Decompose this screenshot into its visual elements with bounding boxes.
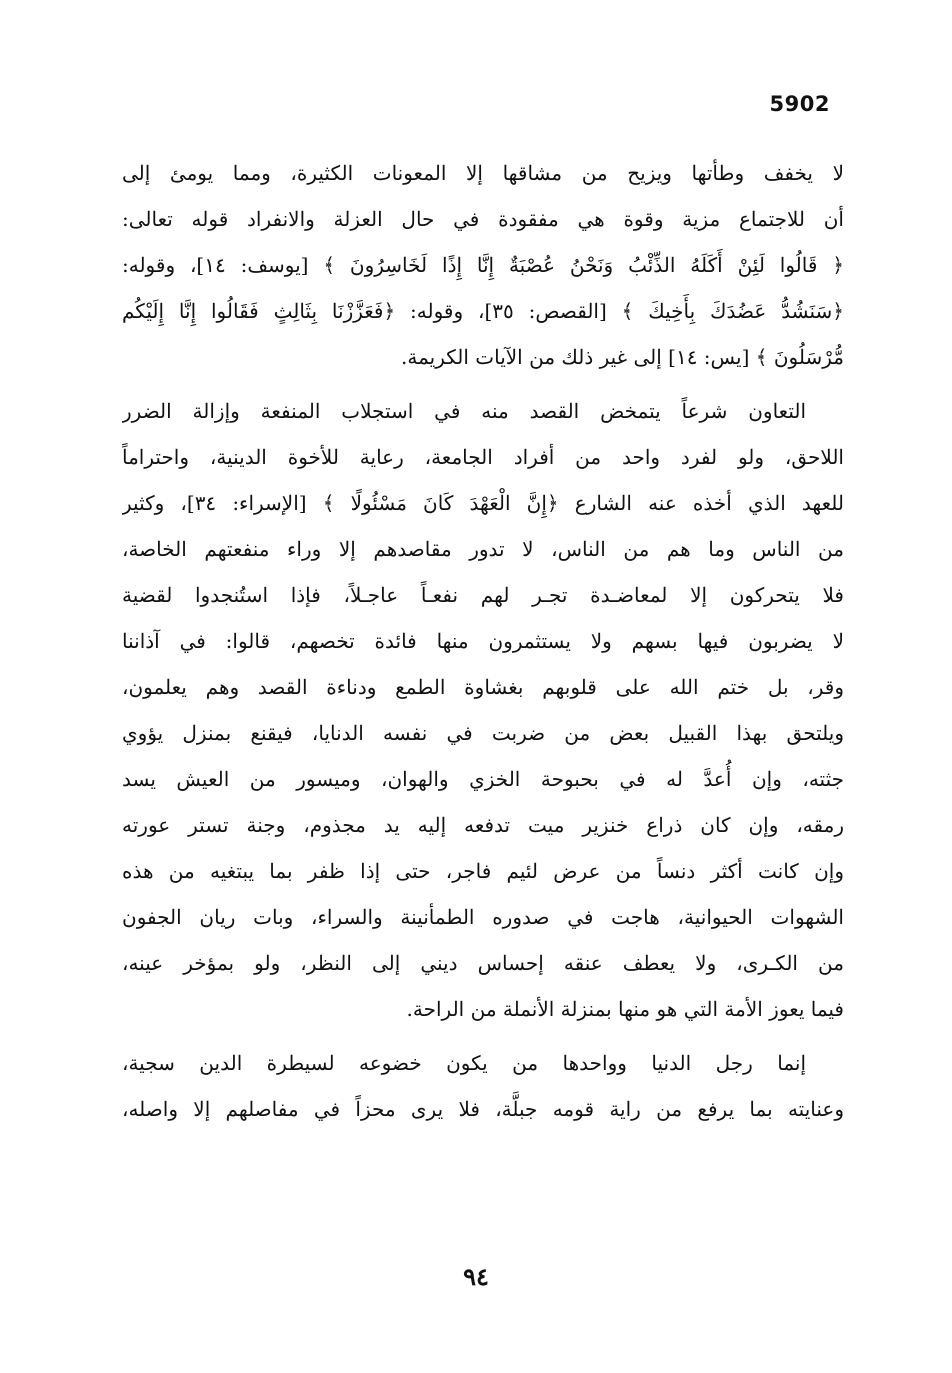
text-line: من الكـرى، ولا يعطف عنقه إحساس ديني إلى النظر، ولو بمؤخر عينه، [122, 951, 844, 975]
text-line: مُّرْسَلُونَ ﴾ [يس: ١٤] إلى غير ذلك من الآيات الكريمة. [400, 345, 844, 369]
text-line: لا يخفف وطأتها ويزيح من مشاقها إلا المعونات الكثيرة، ومما يومئ إلى [122, 161, 844, 185]
text-line: أن للاجتماع مزية وقوة هي مفقودة في حال العزلة والانفراد قوله تعالى: [122, 207, 844, 231]
paragraph-2 [122, 388, 844, 1032]
text-line: وقر، بل ختم الله على قلوبهم بغشاوة الطمع ودناءة القصد وهم يعلمون، [122, 675, 844, 699]
text-line: وعنايته بما يرفع من راية قومه جبلَّة، فلا يرى محزاً في مفاصلهم إلا واصله، [122, 1097, 844, 1121]
text-line: إنما رجل الدنيا وواحدها من يكون خضوعه لسيطرة الدين سجية، [122, 1051, 806, 1075]
text-line: من الناس وما هم من الناس، لا تدور مقاصدهم إلا وراء منفعتهم الخاصة، [122, 537, 844, 561]
text-line: ﴿ قَالُوا لَئِنْ أَكَلَهُ الذِّئْبُ وَنَحْنُ عُصْبَةٌ إِنَّا إِذًا لَخَاسِرُونَ ﴾ [يوسف: ١٤]، وقوله: [122, 253, 844, 277]
text-line: لا يضربون فيها بسهم ولا يستثمرون منها فائدة تخصهم، قالوا: في آذاننا [122, 629, 844, 653]
text-line: فلا يتحركون إلا لمعاضـدة تجـر لهم نفعـاً عاجـلاً، فإذا استُنجدوا لقضية [122, 583, 844, 607]
text-line: للعهد الذي أخذه عنه الشارع ﴿إِنَّ الْعَهْدَ كَانَ مَسْئُولًا ﴾ [الإسراء: ٣٤]، وكثير [122, 491, 844, 515]
text-line: رمقه، وإن كان ذراع خنزير ميت تدفعه إليه يد مجذوم، وجنة تستر عورته [122, 813, 844, 837]
text-line: وإن كانت أكثر دنساً من عرض لئيم فاجر، حتى إذا ظفر بما يبتغيه من هذه [122, 859, 844, 883]
paragraph-3 [122, 1040, 844, 1132]
text-line: فيما يعوز الأمة التي هو منها بمنزلة الأنملة من الراحة. [406, 997, 844, 1021]
text-line: ويلتحق بهذا القبيل بعض من ضربت في نفسه الدنايا، فيقنع بمنزل يؤوي [122, 721, 844, 745]
page-code: 5902 [769, 92, 830, 116]
text-line: ﴿سَنَشُدُّ عَضُدَكَ بِأَخِيكَ ﴾ [القصص: ٣٥]، وقوله: ﴿فَعَزَّزْنَا بِثَالِثٍ فَقَالُوا إِنَّا إِلَيْكُم [122, 299, 844, 323]
text-line: اللاحق، ولو لفرد واحد من أفراد الجامعة، رعاية للأخوة الدينية، واحتراماً [122, 445, 844, 469]
paragraph-1 [122, 150, 844, 380]
text-line: التعاون شرعاً يتمخض القصد منه في استجلاب المنفعة وإزالة الضرر [122, 399, 806, 423]
text-line: جثته، وإن أُعدَّ له في بحبوحة الخزي والهوان، وميسور من العيش يسد [122, 767, 844, 791]
text-line: الشهوات الحيوانية، هاجت في صدوره الطمأنينة والسراء، وبات ريان الجفون [122, 905, 844, 929]
page-number: ٩٤ [463, 1262, 489, 1291]
page-body [122, 150, 844, 1132]
